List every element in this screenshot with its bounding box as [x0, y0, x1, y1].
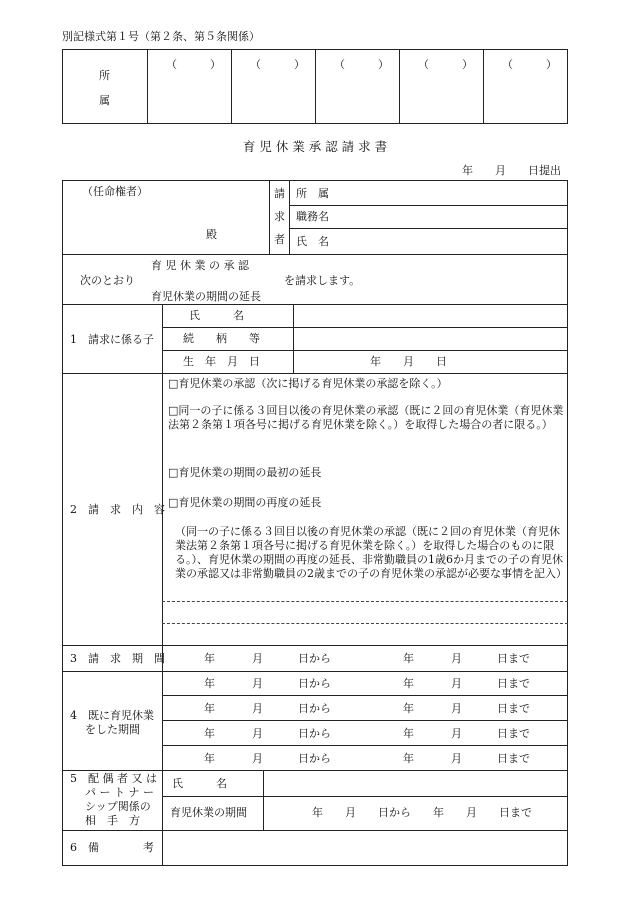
- past-leave-end-month[interactable]: 月: [451, 677, 462, 690]
- content-label: 2 請 求 内 容: [70, 503, 165, 516]
- past-leave-month[interactable]: 月: [252, 702, 263, 715]
- past-leave-month[interactable]: 月: [252, 727, 263, 740]
- period-end-year[interactable]: 年: [403, 652, 414, 665]
- appointer-honorific: 殿: [206, 228, 217, 241]
- past-leave-from[interactable]: 日から: [298, 752, 331, 765]
- period-month[interactable]: 月: [252, 652, 263, 665]
- content-checkbox-first-extension[interactable]: □育児休業の期間の最初の延長: [168, 466, 322, 479]
- past-leave-year[interactable]: 年: [204, 702, 215, 715]
- past-leave-from[interactable]: 日から: [298, 677, 331, 690]
- past-leave-label-1: 4 既に育児休業: [70, 709, 154, 722]
- requester-position-field[interactable]: 職務名: [296, 210, 329, 223]
- past-leave-to[interactable]: 日まで: [497, 677, 530, 690]
- past-leave-month[interactable]: 月: [252, 752, 263, 765]
- child-name-label: 氏 名: [189, 309, 244, 322]
- past-leave-year[interactable]: 年: [204, 752, 215, 765]
- affiliation-slot[interactable]: （ ）: [418, 58, 473, 71]
- content-note: （同一の子に係る３回目以後の育児休業の承認（既に２回の育児休業（育児休業法第２条第１項各号に掲げる育児休業を除く。）を取得した場合のものに限る。）、育児休業の期間の再度の延長、非常勤職員の1歳6か月までの子の育児休業の承認又は非常勤職員の2歳までの子の育児休業の承認が必要な事情を記入）: [175, 525, 567, 580]
- past-leave-to[interactable]: 日まで: [497, 752, 530, 765]
- past-leave-label-2: をした期間: [85, 723, 140, 736]
- past-leave-end-month[interactable]: 月: [451, 727, 462, 740]
- affiliation-label-top: 所: [99, 69, 110, 82]
- affiliation-slot[interactable]: （ ）: [166, 58, 221, 71]
- past-leave-year[interactable]: 年: [204, 677, 215, 690]
- spouse-period-label: 育児休業の期間: [170, 806, 247, 819]
- spouse-name-label: 氏 名: [172, 777, 227, 790]
- child-label: 1 請求に係る子: [70, 333, 154, 346]
- child-birthdate-value[interactable]: 年 月 日: [370, 355, 447, 368]
- child-relation-label: 続 柄 等: [183, 332, 260, 345]
- period-end-month[interactable]: 月: [451, 652, 462, 665]
- requester-name-field[interactable]: 氏 名: [296, 235, 329, 248]
- affiliation-slot[interactable]: （ ）: [250, 58, 305, 71]
- past-leave-end-month[interactable]: 月: [451, 752, 462, 765]
- requester-vertical-2: 求: [274, 210, 285, 223]
- past-leave-month[interactable]: 月: [252, 677, 263, 690]
- affiliation-label-bottom: 属: [99, 94, 110, 107]
- period-year[interactable]: 年: [204, 652, 215, 665]
- past-leave-from[interactable]: 日から: [298, 727, 331, 740]
- period-from[interactable]: 日から: [298, 652, 331, 665]
- document-title: 育 児 休 業 承 認 請 求 書: [242, 139, 388, 154]
- request-option-approval[interactable]: 育 児 休 業 の 承 認: [151, 259, 249, 272]
- content-checkbox-second-extension[interactable]: □育児休業の期間の再度の延長: [168, 496, 322, 509]
- past-leave-end-year[interactable]: 年: [403, 727, 414, 740]
- period-label: 3 請 求 期 間: [70, 652, 165, 665]
- spouse-period-value[interactable]: 年 月 日から 年 月 日まで: [312, 806, 532, 819]
- remarks-field[interactable]: [163, 831, 567, 865]
- spouse-label-4: 相 手 方: [85, 814, 140, 827]
- request-suffix: を請求します。: [284, 274, 361, 287]
- past-leave-end-month[interactable]: 月: [451, 702, 462, 715]
- spouse-label-2: パ ー ト ナ ー: [85, 786, 154, 799]
- remarks-label: 6 備 考: [70, 841, 154, 854]
- past-leave-end-year[interactable]: 年: [403, 702, 414, 715]
- past-leave-year[interactable]: 年: [204, 727, 215, 740]
- period-to[interactable]: 日まで: [497, 652, 530, 665]
- affiliation-slot[interactable]: （ ）: [334, 58, 389, 71]
- child-birthdate-label: 生 年 月 日: [183, 355, 260, 368]
- past-leave-end-year[interactable]: 年: [403, 677, 414, 690]
- affiliation-slot[interactable]: （ ）: [502, 58, 557, 71]
- request-prefix: 次のとおり: [80, 274, 135, 287]
- spouse-label-3: シップ関係の: [85, 800, 151, 813]
- requester-affiliation-field[interactable]: 所 属: [296, 187, 329, 200]
- form-id: 別記様式第１号（第２条、第５条関係）: [62, 30, 260, 43]
- content-checkbox-third-approval[interactable]: □同一の子に係る３回目以後の育児休業の承認（既に２回の育児休業（育児休業法第２条第１項各号に掲げる育児休業を除く。）を取得した場合の者に限る。）: [168, 404, 564, 431]
- past-leave-from[interactable]: 日から: [298, 702, 331, 715]
- past-leave-end-year[interactable]: 年: [403, 752, 414, 765]
- requester-vertical-3: 者: [274, 233, 285, 246]
- past-leave-to[interactable]: 日まで: [497, 702, 530, 715]
- request-option-extension[interactable]: 育児休業の期間の延長: [151, 290, 261, 303]
- past-leave-to[interactable]: 日まで: [497, 727, 530, 740]
- content-checkbox-approval[interactable]: □育児休業の承認（次に掲げる育児休業の承認を除く。）: [168, 377, 448, 390]
- requester-vertical-1: 請: [274, 187, 285, 200]
- appointer-label: （任命権者）: [82, 185, 148, 198]
- spouse-label-1: 5 配 偶 者 又 は: [70, 772, 157, 785]
- submit-date[interactable]: 年 月 日提出: [462, 164, 561, 177]
